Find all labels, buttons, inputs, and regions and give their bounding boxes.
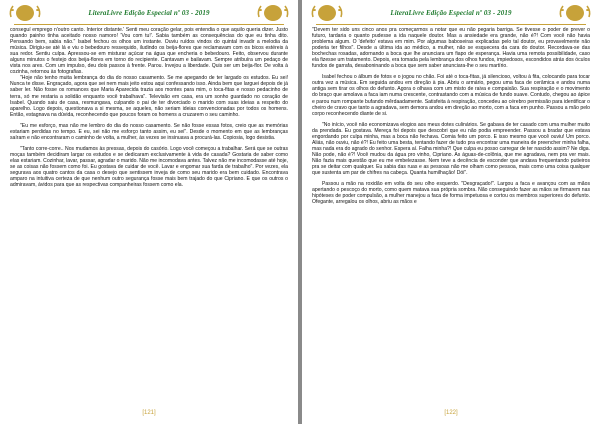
paragraph: Isabel fechou o álbum de fotos e o jogou no chão. Foi até o toca-fitas, já silencioso, voltou à fita, colocando para tocar outra vez a música. Em seguida andou em direção à pia. Abriu o armário, pegou uma faca de cerâmica e andou numa antiga sem tirar os olhos do defunto. Agora o olhava com um misto de raiva e compaixão. Sua respiração e o movimento do braço que amolava a faca iam numa crescente, contrastando com a música de fundo suave. Contudo, chegou ao ápice e parou num rompante bufando mêrdaadamente. Satisfeita à respiração, concedeu ao cérebro permissão para identificar o cheiro de cravo que tanto a agradava, sem demora andou em direção ao morto, com a faca em punho. Passou a mão pelo corpo reconhecendo diante de si. — [312, 74, 590, 117]
paragraph: "Devem ter sido uns cinco anos pra começarmos a notar que eu não pegaria barriga. Se tivesse o poder de prever o futuro, tardaria o quanto pudesse a ida naquele doutor. Mas a ansiedade era grande, não é?! Com você não havia problema algum. O 'defeito' estava em mim. Por algumas baboseiras explicadas pelo tal doutor, eu provavelmente não poderia ter filhos". Desde a última ida ao médico, a mulher, não se esquecera da cara do doutor. Recordava-se das bochechas rosadas, adornando a boca que lhe anunciara um fiapo de esperança. Havia uma remota possibilidade, caso ela fizesse um tratamento. Depois, era tomada pela lembrança dos olhos fundos, impiedosos, escondidos atrás dos óculos fundos de garrafa, desaboninando a boca que sem saber anunciara-lhe o seu martírio. — [312, 27, 590, 70]
laurel-logo-icon — [8, 3, 42, 23]
page-body — [312, 27, 590, 205]
page-body — [10, 27, 288, 188]
page-number: [122] — [444, 410, 458, 416]
paragraph: "Eu me esforço, mas não me lembro do dia do nosso casamento. Se não fosse essas fotos, creio que as memórias estariam perdidas no tempo. E eu, sei não me esforço tanto assim, eu sei". Desde o momento em que as lembranças saíram e não encontraram o caminho de volta, a mulher, às vezes se insinuava a procurá-las. Copiosia, logo desistia. — [10, 122, 288, 141]
header-rule — [14, 24, 284, 25]
laurel-logo-icon — [256, 3, 290, 23]
paragraph: "Hoje não tenho muita lembrança do dia do nosso casamento. Se me apegando de ter largado os estudos. Eu sei! Nunca te disse. Engraçado, agora que sei nem mais jeito estou aqui confessando isso. Ainda bem que larguei depois de já saber ler. Não fosse os romances que Maria Aparecida trazia aos montes para mim, o toca-fitas e nosso pedacinho de terra, só me restaria a solidão enquanto você trabalhava". Televisão em casa, era um sonho guardado no coração de Isabel. Quando saiu de casa, resmungava, culpando o pai de ter divorciado o marido com suas ideias a respeito do aparelho. Logo depois, questionava a si mesma, se aqueles, não seriam ideias convencionadas por todos os homens. Então, estagnava na dúvida, reconhecendo que poucos foram os homens a cruzarem o seu caminho. — [10, 75, 288, 118]
header-title: LiteraLivre Edição Especial nº 03 - 2019 — [88, 9, 210, 17]
page-number: [121] — [142, 410, 156, 416]
paragraph: conseguí emprego n'outro canto. Interior distante.' Senti meu coração gelar, pois entendia o que aquilo queria dizer. Justo quando painho tinha aceitado nosso namoro! 'Vou com tu!'. Sabia também as consequências do que eu tinha dito. Pensando bem, sabia não." Isabel fechou os olhos um instante. Ouviu ruídos vindos do quintal invadir a melodia da música. Dirigiu-se até lá e viu o bebedouro ressequido, iludindo os beija-flores que reclamavam com os bicos estéreis à sua redor. Sentiu culpa. Apressou-se em misturar açúcar na água que encheria o bebedouro. Feito, observou durante alguns minutos o festejo dos beija-flores em torno do recipiente. Cantavam e bailavam. Sempre atribuíra um pedaço de vista nos ares. Com um impulso, deu dois passos à frente. Parou. Invejou a liberdade. Quis ser um beija-flor. De volta à cozinha, retornou às fotografias. — [10, 27, 288, 76]
page-header — [8, 3, 290, 23]
page-header — [310, 3, 592, 23]
paragraph: "Tanto corre-corre.. Nos mudamos às pressas, depois do casório. Logo você começou a trabalhar. Será que se outras moças também decidiram largar os estudos e se dedicaram exclusivamente à vida de casada? Gostaria de saber como elas estariam. Cozinhar, lavar, passar, agradar o marido. Não me incomodava antes. Talvez não me incomodasse até hoje, se as coisas não fossem como foi. Eu gostava de cuidar de você. Lavar e engomar sua farda de trabalho". Por vezes, ela segurava aos quatro cantos da casa o desejo que sentissem inveja de como seu marido era bem cuidado. Encontrava amparo na intuitiva certeza de que nenhum outro segurança fosse mais bem trajado do que Cipriano. E que os outros o admiravam, ávidos para que as respectivas companheiras fossem como ela. — [10, 145, 288, 189]
paragraph: Passou a mão na roxidão em volta do seu olho esquerdo. "Desgraçado!". Largou a faca e avançou com as mãos apertando o pescoço do morto, como quem matava sua própria sombra. Não conseguindo fazer as mãos se firmarem nas hipóteses de poder compulsão, a mulher manejou a faca de forma impetuosa e cortou os membros superiores do defunto. Ofegante, arregalou os olhos, abriu as mãos e — [312, 181, 590, 206]
left-page — [0, 0, 298, 424]
laurel-logo-icon — [310, 3, 344, 23]
laurel-logo-icon — [558, 3, 592, 23]
header-rule — [316, 24, 586, 25]
right-page — [302, 0, 600, 424]
header-title: LiteraLivre Edição Especial nº 03 - 2019 — [390, 9, 512, 17]
paragraph: "No início, você não economizava elogios aos meus dotes culinários. Se gabava de ter casado com uma mulher muito da prendada. Eu gostava. Mereça foi depois que descobri que eu não podia empreender. Passou a bradar que estava engordando por culpa minha, mas a boca não fechava. Comia feito um porco. E isso mesmo que você ouviu! Um porco. Aliás, não ouviu, não é?! Eu feito uma besta, tentando fazer de tudo pra encontrar uma maneira de preencher minha falha, mas nada era do agrado do senhor. Espera aí. Falha minha?! Que culpa eu posso carregar de ter nascido assim? Ne diga. Não pode, não é?! Você mudou da água pro vinho, Cipriano. As águas-de-colônia, que me agradava, nem pra ver mais. Não fazia mais questão que eu me embelezasse. Nem teve a decência de esconder que andava frequentando putieiros pra se deitar com qualquer. Eu sabia das ruas e as pessoas não me olham como pessoa, mais como uma coisa qualquer que sustenta um par de chifres na cabeça. Quanta humilhação! Dói". — [312, 121, 590, 177]
